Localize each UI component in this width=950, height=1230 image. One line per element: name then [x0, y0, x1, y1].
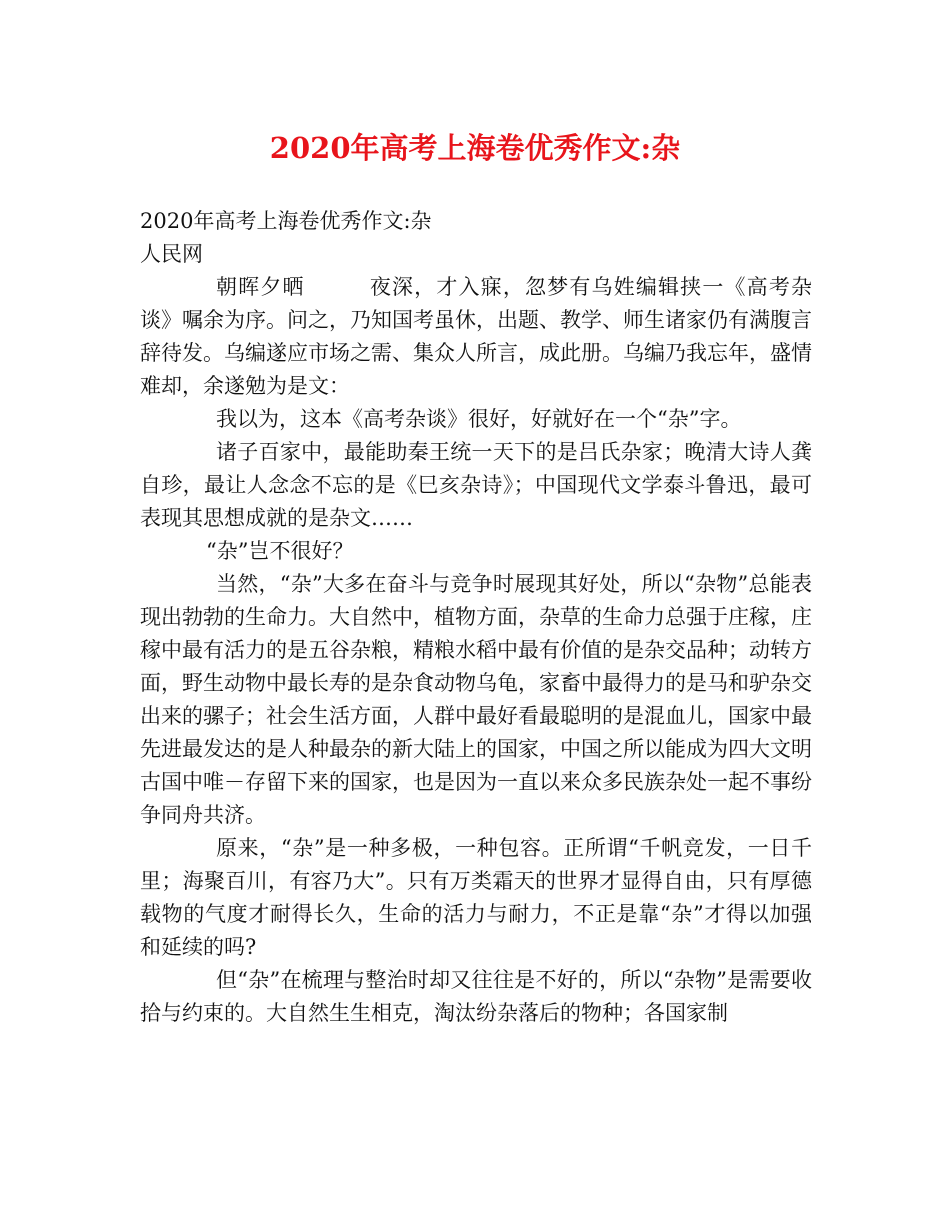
paragraph-intro — [140, 271, 812, 403]
article-source: 人民网 — [140, 242, 203, 266]
paragraph: 原来，“杂”是一种多极，一种包容。正所谓“千帆竞发，一日千里；海聚百川，有容乃大”。只有万类霜天的世界才显得自由，只有厚德载物的气度才耐得长久，生命的活力与耐力，不正是靠“杂”才得以加强和延续的吗? — [140, 836, 812, 959]
document-body — [140, 205, 812, 1030]
paragraph: 诸子百家中，最能助秦王统一天下的是吕氏杂家；晚清大诗人龚自珍，最让人念念不忘的是《巳亥杂诗》；中国现代文学泰斗鲁迅，最可表现其思想成就的是杂文…… — [140, 440, 812, 530]
paragraph-text: 夜深，才入寐，忽梦有乌姓编辑挟一《高考杂谈》嘱余为序。问之，乃知国考虽休，出题、教学、师生诸家仍有满腹言辞待发。乌编遂应市场之需、集众人所言，成此册。乌编乃我忘年，盛情难却，余遂勉为是文： — [140, 275, 813, 398]
paragraph: 当然，“杂”大多在奋斗与竞争时展现其好处，所以“杂物”总能表现出勃勃的生命力。大自然中，植物方面，杂草的生命力总强于庄稼，庄稼中最有活力的是五谷杂粮，精粮水稻中最有价值的是杂交品种；动转方面，野生动物中最长寿的是杂食动物乌龟，家畜中最得力的是马和驴杂交出来的骡子；社会生活方面，人群中最好看最聪明的是混血儿，国家中最先进最发达的是人种最杂的新大陆上的国家，中国之所以能成为四大文明古国中唯－存留下来的国家，也是因为一直以来众多民族杂处一起不事纷争同舟共济。 — [140, 572, 812, 827]
paragraph: 但“杂”在梳理与整治时却又往往是不好的，所以“杂物”是需要收拾与约束的。大自然生生相克，淘汰纷杂落后的物种；各国家制 — [140, 968, 812, 1025]
paragraph: “杂”岂不很好？ — [206, 539, 354, 563]
document-title: 2020年高考上海卷优秀作文:杂 — [269, 131, 681, 165]
paragraph: 我以为，这本《高考杂谈》很好，好就好在一个“杂”字。 — [216, 407, 742, 431]
article-subtitle: 2020年高考上海卷优秀作文:杂 — [140, 209, 432, 233]
article-author: 朝晖夕晒 — [216, 275, 305, 299]
